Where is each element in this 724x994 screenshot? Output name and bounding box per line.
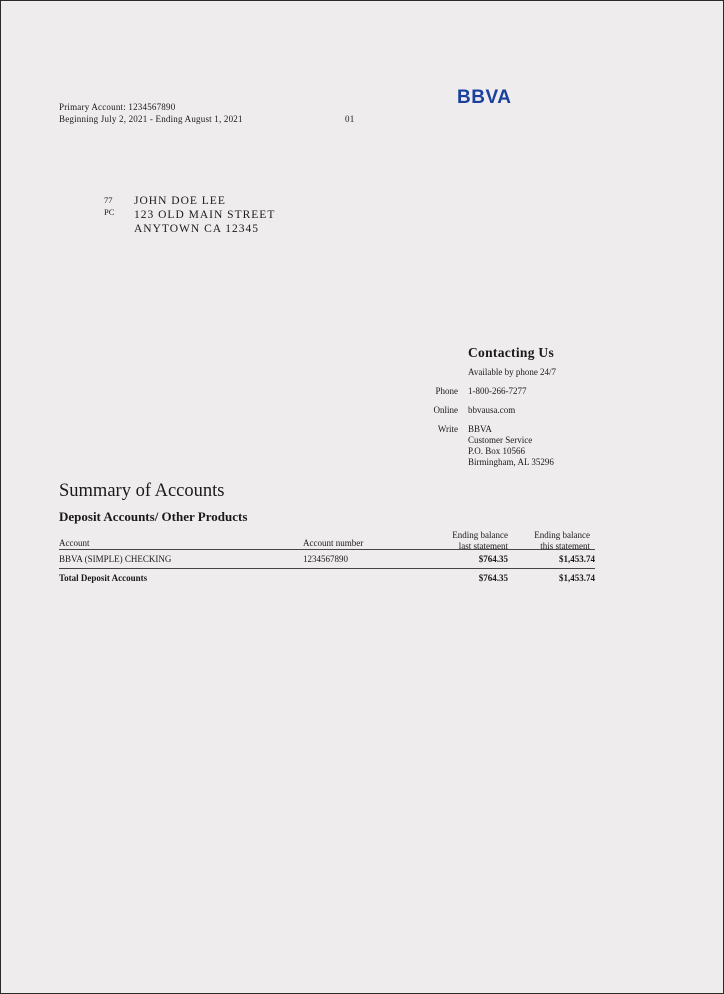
col-header-account: Account [59, 538, 90, 548]
address-name: JOHN DOE LEE [134, 195, 226, 207]
address-city: ANYTOWN CA 12345 [134, 223, 260, 235]
mail-code-bottom: PC [104, 207, 115, 217]
write-line-3: P.O. Box 10566 [468, 446, 526, 456]
row-this-balance: $1,453.74 [559, 554, 595, 564]
write-line-4: Birmingham, AL 35296 [468, 457, 554, 467]
col-header-this-line1: Ending balance [534, 530, 590, 540]
bbva-logo: BBVA [457, 87, 512, 108]
col-header-last-line1: Ending balance [452, 530, 508, 540]
online-value: bbvausa.com [468, 405, 516, 415]
row-rule [59, 568, 595, 569]
contact-availability: Available by phone 24/7 [468, 367, 557, 377]
mailing-address [134, 194, 275, 236]
row-account: BBVA (SIMPLE) CHECKING [59, 554, 172, 564]
phone-value: 1-800-266-7277 [468, 386, 527, 396]
row-last-balance: $764.35 [478, 554, 508, 564]
contact-title: Contacting Us [468, 345, 555, 360]
col-header-account-number: Account number [303, 538, 364, 548]
col-header-last-line2: last statement [458, 541, 508, 551]
summary-subtitle: Deposit Accounts/ Other Products [59, 509, 248, 524]
write-line-2: Customer Service [468, 435, 533, 445]
write-line-1: BBVA [468, 424, 492, 434]
write-label: Write [437, 424, 458, 434]
total-last-balance: $764.35 [478, 573, 508, 583]
address-street: 123 OLD MAIN STREET [134, 209, 276, 221]
col-header-this-line2: this statement [540, 541, 590, 551]
phone-label: Phone [435, 386, 458, 396]
row-account-number: 1234567890 [303, 554, 348, 564]
total-label: Total Deposit Accounts [59, 573, 148, 583]
online-label: Online [433, 405, 458, 415]
primary-account: Primary Account: 1234567890 [59, 102, 176, 112]
header-rule [59, 549, 595, 550]
statement-period: Beginning July 2, 2021 - Ending August 1, 2021 [59, 114, 243, 124]
total-this-balance: $1,453.74 [559, 573, 595, 583]
mail-code-top: 77 [104, 195, 113, 205]
write-address [468, 424, 554, 468]
summary-title: Summary of Accounts [59, 481, 225, 501]
page-code: 01 [345, 114, 355, 124]
